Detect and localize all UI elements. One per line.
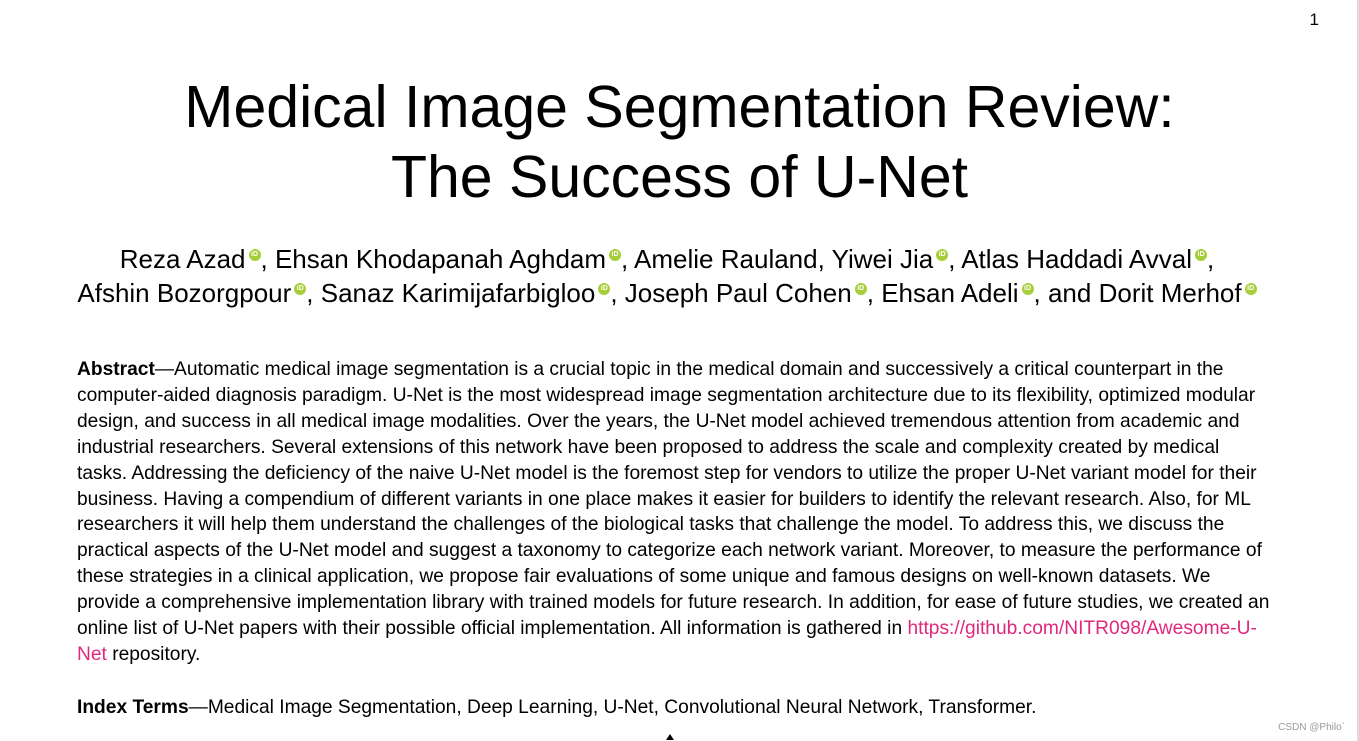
watermark: CSDN @Philo` [1278, 722, 1345, 733]
author-list [0, 242, 1334, 310]
orcid-icon[interactable]: iD [1245, 283, 1257, 295]
title-line-1: Medical Image Segmentation Review: [184, 74, 1175, 140]
author-line-2 [0, 276, 1334, 310]
abstract-label: Abstract [77, 359, 155, 380]
orcid-icon[interactable]: iD [936, 249, 948, 261]
abstract-text: —Automatic medical image segmentation is a crucial topic in the medical domain and successively a critical counterpart in the computer-aided diagnosis paradigm. U-Net is the most widespread image segmentation architecture due to its flexibility, optimized modular design, and success in all medical image modalities. Over the years, the U-Net model achieved tremendous attention from academic and industrial researchers. Several extensions of this network have been proposed to address the scale and complexity created by medical tasks. Addressing the deficiency of the naive U-Net model is the foremost step for vendors to utilize the proper U-Net variant model for their business. Having a compendium of different variants in one place makes it easier for builders to identify the relevant research. Also, for ML researchers it will help them understand the challenges of the biological tasks that challenge the model. To address this, we discuss the practical aspects of the U-Net model and suggest a taxonomy to categorize each network variant. Moreover, to measure the performance of these strategies in a clinical application, we propose fair evaluations of some unique and famous designs on well-known datasets. We provide a comprehensive implementation library with trained models for future research. In addition, for ease of future studies, we created an online list of U-Net papers with their possible official implementation. All information is gathered in [77, 359, 1270, 640]
author-name: Ehsan Adeli [881, 278, 1019, 308]
index-terms-label: Index Terms [77, 697, 189, 718]
author-separator: , [306, 278, 321, 308]
author-name: Ehsan Khodapanah Aghdam [274, 244, 607, 274]
page-number: 1 [1309, 10, 1319, 29]
author-separator: , and [1033, 278, 1099, 308]
author-name: Atlas Haddadi Avval [961, 244, 1192, 274]
author-name: Joseph Paul Cohen [624, 278, 852, 308]
author-separator: , [260, 244, 275, 274]
repository-link[interactable]: https://github.com/NITR098/Awesome-U-Net [77, 618, 1257, 665]
abstract-text-end: repository. [106, 643, 201, 665]
index-terms-text: —Medical Image Segmentation, Deep Learning, U-Net, Convolutional Neural Network, Transformer. [188, 697, 1037, 718]
author-separator: , [948, 244, 962, 274]
author-line-1 [0, 242, 1334, 276]
orcid-icon[interactable]: iD [1022, 283, 1034, 295]
footnote-mark [666, 734, 674, 740]
orcid-icon[interactable]: iD [294, 283, 306, 295]
orcid-icon[interactable]: iD [249, 249, 261, 261]
abstract [77, 357, 1272, 668]
paper-title [0, 72, 1359, 212]
author-name: Reza Azad [119, 244, 246, 274]
title-line-2: The Success of U-Net [390, 144, 969, 210]
index-terms [77, 695, 1272, 721]
orcid-icon[interactable]: iD [598, 283, 610, 295]
author-name: Afshin Bozorgpour [77, 278, 292, 308]
orcid-icon[interactable]: iD [1195, 249, 1207, 261]
orcid-icon[interactable]: iD [855, 283, 867, 295]
author-separator: , [866, 278, 882, 308]
orcid-icon[interactable]: iD [609, 249, 621, 261]
author-separator: , [1207, 244, 1215, 274]
author-name: Amelie Rauland, Yiwei Jia [634, 244, 934, 274]
author-separator: , [621, 244, 635, 274]
author-separator: , [610, 278, 625, 308]
author-name: Sanaz Karimijafarbigloo [320, 278, 596, 308]
author-name: Dorit Merhof [1098, 278, 1242, 308]
